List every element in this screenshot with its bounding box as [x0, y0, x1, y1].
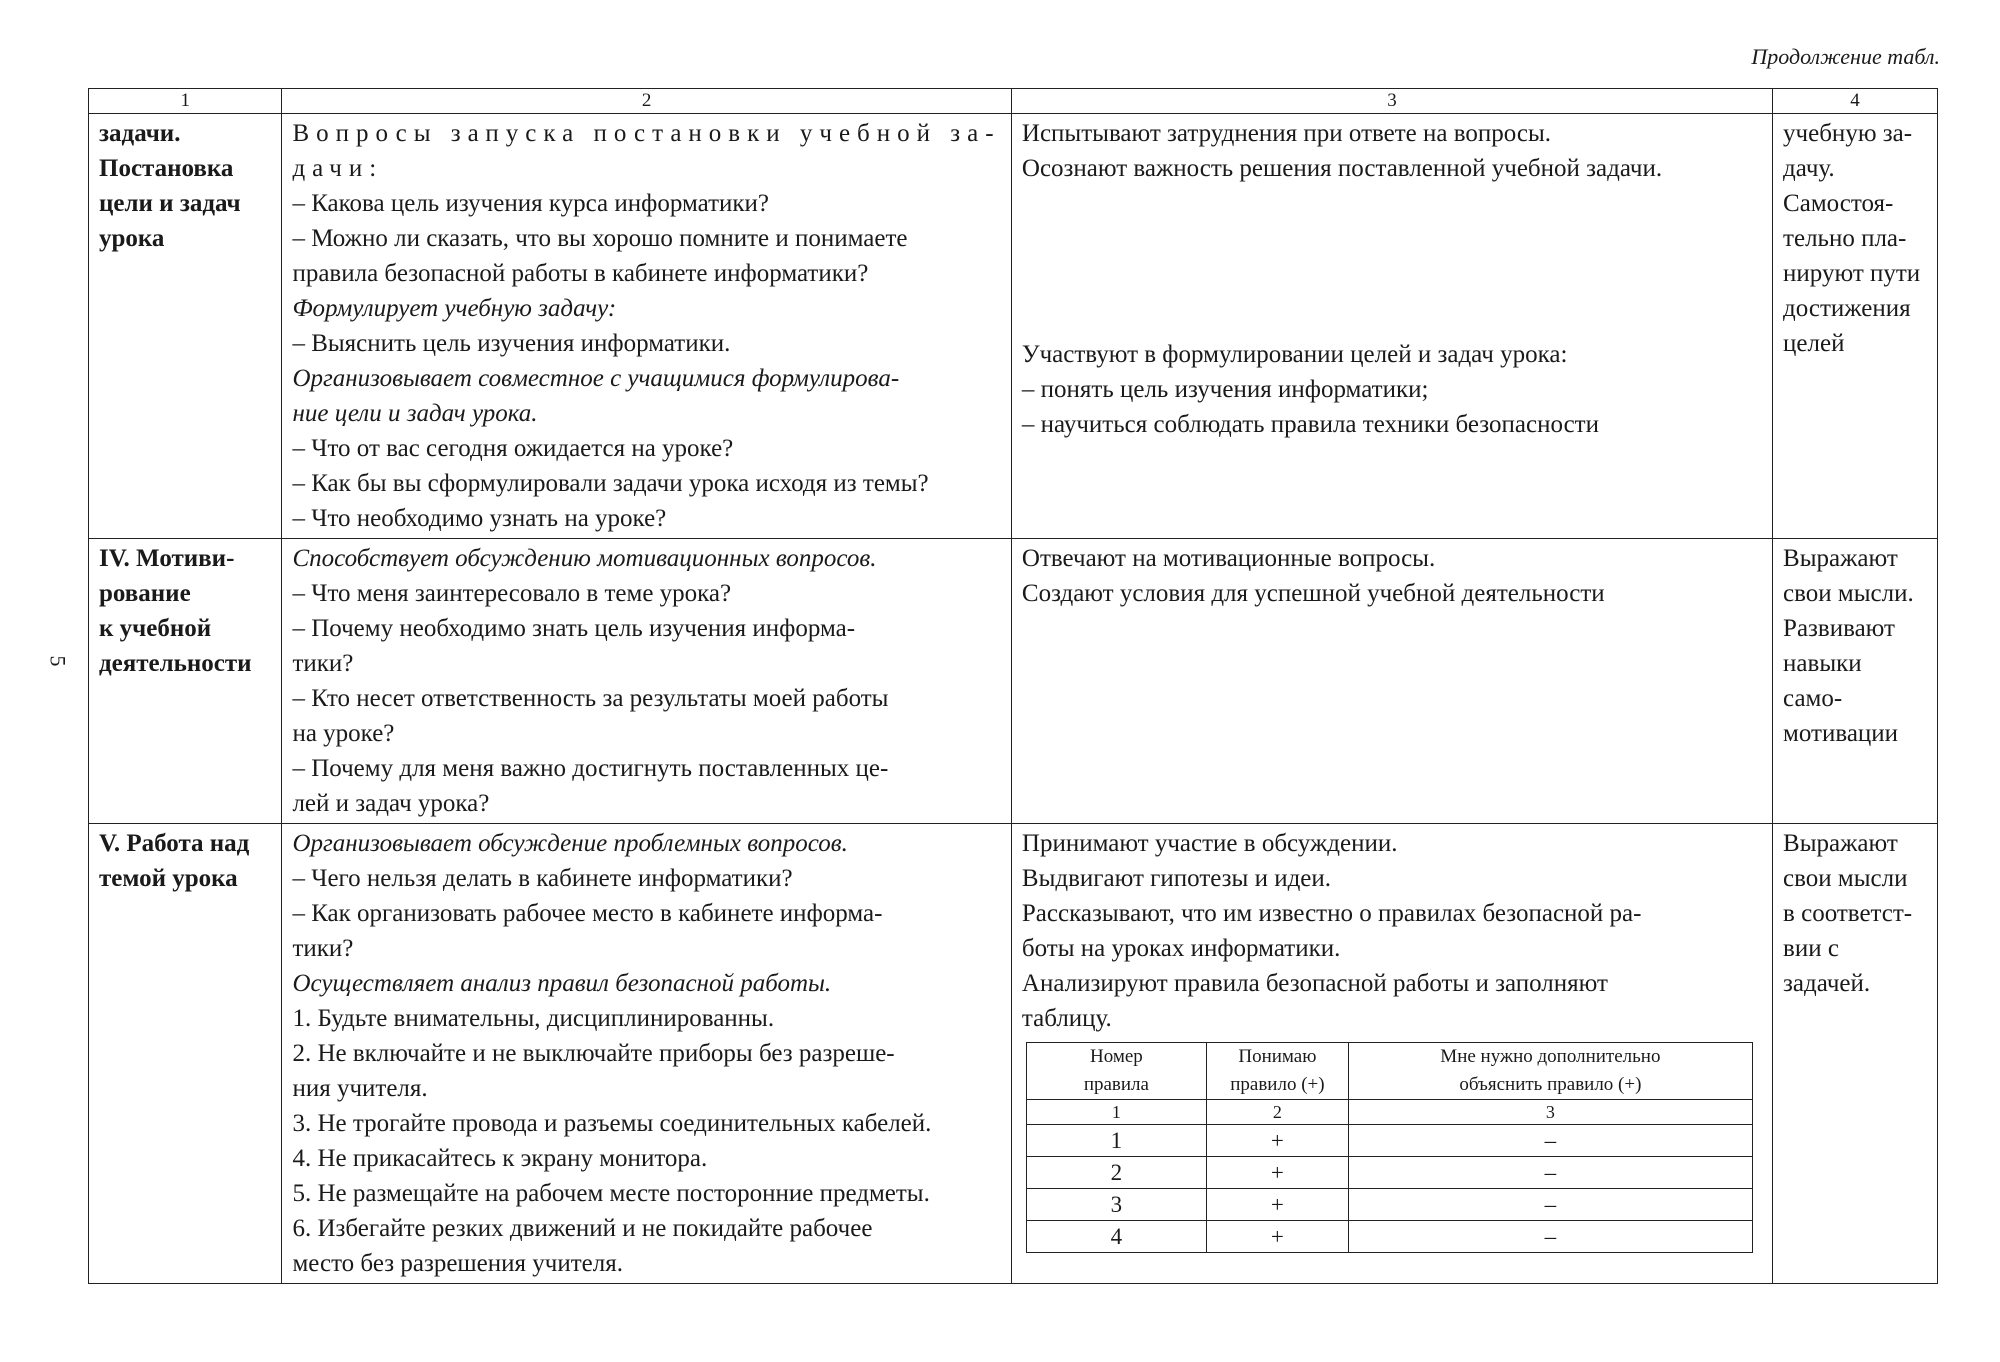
results-cell	[1773, 114, 1938, 539]
stage-line: IV. Мотиви-	[99, 545, 235, 572]
result-line: навыки само-	[1783, 650, 1862, 712]
teacher-line: тики?	[292, 650, 354, 677]
result-line: Выражают	[1783, 545, 1898, 572]
teacher-line: Осуществляет анализ правил безопасной работы.	[292, 970, 832, 997]
header-line: объяснить правило (+)	[1459, 1074, 1642, 1095]
student-line: Рассказывают, что им известно о правилах безопасной ра-	[1021, 900, 1642, 927]
header-line: Номер	[1089, 1046, 1143, 1067]
teacher-line: – Выяснить цель изучения информатики.	[292, 330, 731, 357]
teacher-line: – Почему для меня важно достигнуть поставленных це-	[292, 755, 889, 782]
teacher-line: лей и задач урока?	[292, 790, 490, 817]
teacher-line: – Можно ли сказать, что вы хорошо помните и понимаете	[292, 225, 908, 252]
table-row	[89, 114, 1938, 539]
column-number: 3	[1011, 89, 1772, 114]
result-line: свои мысли	[1783, 865, 1908, 892]
teacher-line: правила безопасной работы в кабинете информатики?	[292, 260, 869, 287]
header-line: правила	[1083, 1074, 1149, 1095]
student-line: Принимают участие в обсуждении.	[1021, 830, 1398, 857]
result-line: учебную за-	[1783, 120, 1913, 147]
understand-mark: +	[1206, 1221, 1348, 1253]
result-line: в соответст-	[1783, 900, 1913, 927]
student-line: Выдвигают гипотезы и идеи.	[1021, 865, 1332, 892]
teacher-line: место без разрешения учителя.	[292, 1250, 623, 1277]
rules-table-header	[1026, 1043, 1206, 1100]
results-cell	[1773, 824, 1938, 1284]
student-line: Создают условия для успешной учебной деятельности	[1021, 580, 1605, 607]
teacher-line: – Почему необходимо знать цель изучения информа-	[292, 615, 856, 642]
rules-table-header	[1348, 1043, 1752, 1100]
teacher-activity-cell	[282, 539, 1011, 824]
result-line: вии с задачей.	[1783, 935, 1871, 997]
teacher-activity-cell	[282, 114, 1011, 539]
teacher-line: на уроке?	[292, 720, 395, 747]
spacer	[1022, 186, 1762, 337]
stage-line: Постановка	[99, 155, 234, 182]
teacher-line: – Что необходимо узнать на уроке?	[292, 505, 667, 532]
result-line: целей	[1783, 330, 1845, 357]
result-line: достижения	[1783, 295, 1911, 322]
student-line: – понять цель изучения информатики;	[1021, 376, 1429, 403]
rule-number: 3	[1026, 1189, 1206, 1221]
table-row	[1026, 1157, 1752, 1189]
teacher-line: – Что от вас сегодня ожидается на уроке?	[292, 435, 734, 462]
teacher-line: – Что меня заинтересовало в теме урока?	[292, 580, 732, 607]
column-number: 3	[1348, 1100, 1752, 1125]
student-line: Осознают важность решения поставленной учебной задачи.	[1021, 155, 1663, 182]
teacher-line: дачи:	[292, 155, 384, 182]
table-row	[1026, 1125, 1752, 1157]
teacher-line: 5. Не размещайте на рабочем месте посторонние предметы.	[292, 1180, 930, 1207]
student-line: Участвуют в формулировании целей и задач урока:	[1021, 341, 1568, 368]
student-line: Испытывают затруднения при ответе на вопросы.	[1021, 120, 1552, 147]
teacher-line: Способствует обсуждению мотивационных вопросов.	[292, 545, 877, 572]
stage-cell	[89, 539, 282, 824]
teacher-line: Формулирует учебную задачу:	[292, 295, 617, 322]
header-line: Мне нужно дополнительно	[1440, 1046, 1661, 1067]
student-line: Анализируют правила безопасной работы и заполняют	[1021, 970, 1608, 997]
stage-line: к учебной	[99, 615, 212, 642]
student-activity-cell	[1011, 824, 1772, 1284]
teacher-line: Организовывает обсуждение проблемных вопросов.	[292, 830, 848, 857]
teacher-line: ние цели и задач урока.	[292, 400, 538, 427]
result-line: Развивают	[1783, 615, 1895, 642]
rule-number: 4	[1026, 1221, 1206, 1253]
explain-mark: –	[1348, 1125, 1752, 1157]
understand-mark: +	[1206, 1157, 1348, 1189]
column-number: 2	[282, 89, 1011, 114]
header-line: правило (+)	[1230, 1074, 1325, 1095]
column-number: 1	[1026, 1100, 1206, 1125]
teacher-line: Вопросы запуска постановки учебной за-	[292, 120, 1001, 147]
teacher-line: – Кто несет ответственность за результаты моей работы	[292, 685, 889, 712]
rules-table-header	[1206, 1043, 1348, 1100]
understand-mark: +	[1206, 1125, 1348, 1157]
teacher-line: – Чего нельзя делать в кабинете информатики?	[292, 865, 793, 892]
lesson-plan-table	[88, 88, 1938, 1284]
page-number: 5	[45, 655, 71, 667]
table-row	[89, 824, 1938, 1284]
student-line: таблицу.	[1021, 1005, 1112, 1032]
understand-mark: +	[1206, 1189, 1348, 1221]
stage-line: рование	[99, 580, 191, 607]
rules-table-numbering-row	[1026, 1100, 1752, 1125]
teacher-line: – Какова цель изучения курса информатики?	[292, 190, 769, 217]
student-line: Отвечают на мотивационные вопросы.	[1021, 545, 1436, 572]
stage-line: V. Работа над	[99, 830, 250, 857]
results-cell	[1773, 539, 1938, 824]
student-activity-cell	[1011, 539, 1772, 824]
header-line: Понимаю	[1238, 1046, 1317, 1067]
teacher-line: тики?	[292, 935, 354, 962]
table-row	[1026, 1189, 1752, 1221]
result-line: тельно пла-	[1783, 225, 1907, 252]
result-line: дачу.	[1783, 155, 1835, 182]
table-row	[89, 539, 1938, 824]
table-row	[1026, 1221, 1752, 1253]
teacher-line: 6. Избегайте резких движений и не покидайте рабочее	[292, 1215, 873, 1242]
column-number: 1	[89, 89, 282, 114]
teacher-line: 2. Не включайте и не выключайте приборы без разреше-	[292, 1040, 895, 1067]
column-number-row	[89, 89, 1938, 114]
result-line: свои мысли.	[1783, 580, 1914, 607]
stage-line: цели и задач	[99, 190, 241, 217]
teacher-line: 4. Не прикасайтесь к экрану монитора.	[292, 1145, 708, 1172]
column-number: 2	[1206, 1100, 1348, 1125]
student-activity-cell	[1011, 114, 1772, 539]
teacher-line: ния учителя.	[292, 1075, 428, 1102]
explain-mark: –	[1348, 1221, 1752, 1253]
result-line: Выражают	[1783, 830, 1898, 857]
stage-cell	[89, 114, 282, 539]
teacher-line: – Как организовать рабочее место в кабинете информа-	[292, 900, 883, 927]
student-line: – научиться соблюдать правила техники безопасности	[1021, 411, 1599, 438]
stage-line: задачи.	[99, 120, 181, 147]
stage-line: урока	[99, 225, 165, 252]
explain-mark: –	[1348, 1189, 1752, 1221]
teacher-activity-cell	[282, 824, 1011, 1284]
teacher-line: Организовывает совместное с учащимися формулирова-	[292, 365, 900, 392]
stage-line: деятельности	[99, 650, 252, 677]
rules-table	[1026, 1042, 1753, 1253]
result-line: мотивации	[1783, 720, 1899, 747]
rules-table-header-row	[1026, 1043, 1752, 1100]
column-number: 4	[1773, 89, 1938, 114]
result-line: нируют пути	[1783, 260, 1921, 287]
continuation-label: Продолжение табл.	[1751, 44, 1940, 69]
rule-number: 1	[1026, 1125, 1206, 1157]
teacher-line: – Как бы вы сформулировали задачи урока исходя из темы?	[292, 470, 929, 497]
student-line: боты на уроках информатики.	[1021, 935, 1341, 962]
teacher-line: 1. Будьте внимательны, дисциплинированны.	[292, 1005, 775, 1032]
stage-cell	[89, 824, 282, 1284]
rule-number: 2	[1026, 1157, 1206, 1189]
result-line: Самостоя-	[1783, 190, 1894, 217]
teacher-line: 3. Не трогайте провода и разъемы соединительных кабелей.	[292, 1110, 932, 1137]
explain-mark: –	[1348, 1157, 1752, 1189]
stage-line: темой урока	[99, 865, 238, 892]
